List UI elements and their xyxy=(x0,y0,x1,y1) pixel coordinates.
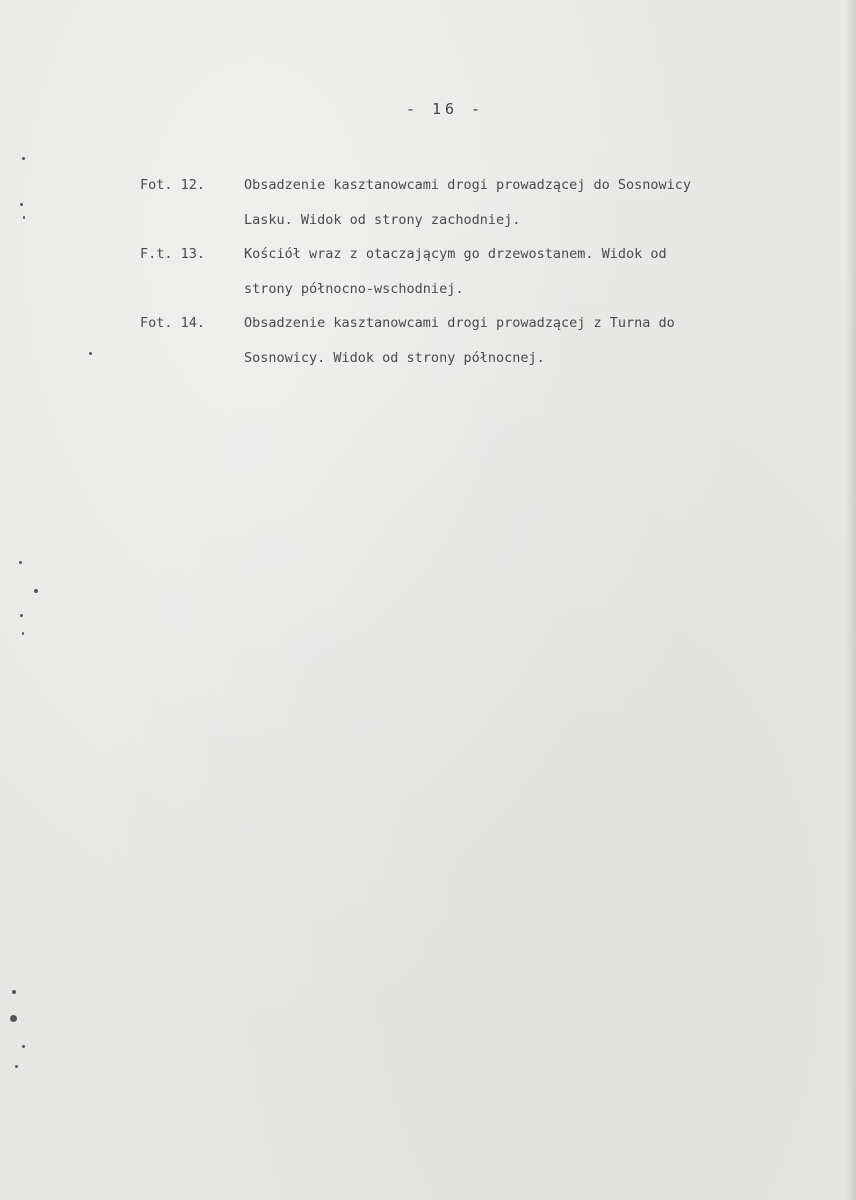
photo-caption-list xyxy=(140,168,840,375)
page-number: - 16 - xyxy=(405,100,485,118)
margin-mark xyxy=(22,632,24,635)
caption-text: Obsadzenie kasztanowcami drogi prowadzącej do Sosnowicy Lasku. Widok od strony zachodniej. xyxy=(244,177,692,228)
margin-mark xyxy=(12,990,16,994)
caption-label: Fot. 12. xyxy=(140,177,206,193)
caption-text: Kościół wraz z otaczającym go drzewostanem. Widok od strony północno-wschodniej. xyxy=(244,246,667,297)
margin-mark xyxy=(23,216,25,219)
margin-mark xyxy=(15,1065,18,1068)
caption-text: Obsadzenie kasztanowcami drogi prowadzącej z Turna do Sosnowicy. Widok od strony północnej. xyxy=(244,315,675,366)
caption-label: F.t. 13. xyxy=(140,246,206,262)
photo-caption xyxy=(140,306,840,375)
margin-mark xyxy=(20,203,23,206)
margin-mark xyxy=(22,157,25,160)
margin-mark xyxy=(34,589,38,593)
margin-mark xyxy=(10,1015,17,1022)
margin-mark xyxy=(20,614,23,617)
caption-label: Fot. 14. xyxy=(140,315,206,331)
margin-mark xyxy=(19,561,22,564)
photo-caption xyxy=(140,168,840,237)
margin-mark xyxy=(89,352,92,355)
photo-caption xyxy=(140,237,840,306)
margin-mark xyxy=(22,1045,25,1048)
page-shadow-edge xyxy=(846,0,856,1200)
